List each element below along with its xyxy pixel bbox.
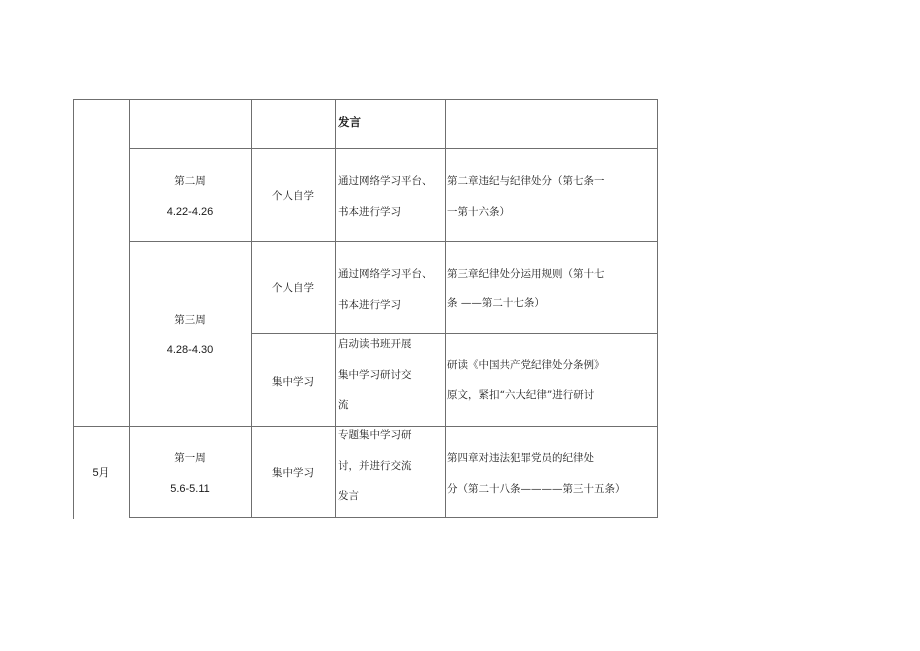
method-line: 通过网络学习平台、 bbox=[338, 175, 433, 187]
week-dates: 4.28-4.30 bbox=[166, 344, 214, 356]
method-line: 书本进行学习 bbox=[338, 206, 401, 218]
method-line: 启动读书班开展 bbox=[338, 338, 412, 350]
rule-col3 bbox=[335, 99, 336, 518]
study-mode: 集中学习 bbox=[272, 467, 314, 479]
study-mode: 个人自学 bbox=[272, 190, 314, 202]
method-line: 书本进行学习 bbox=[338, 299, 401, 311]
rule-col1 bbox=[129, 99, 130, 518]
content-line: 分（第二十八条————第三十五条） bbox=[447, 483, 626, 495]
week-name: 第二周 bbox=[174, 175, 206, 187]
month-label: 5月 bbox=[92, 467, 110, 479]
rule-col4 bbox=[445, 99, 446, 518]
method-line: 讨，并进行交流 bbox=[338, 460, 412, 472]
rule-bottom bbox=[129, 517, 658, 518]
study-mode: 集中学习 bbox=[272, 376, 314, 388]
content-line: 第四章对违法犯罪党员的纪律处 bbox=[447, 452, 594, 464]
rule-col0 bbox=[73, 99, 74, 519]
method-cell: 发言 bbox=[338, 115, 361, 129]
rule-row1 bbox=[129, 148, 658, 149]
week-name: 第三周 bbox=[174, 314, 206, 326]
content-line: 第三章纪律处分运用规则（第十七 bbox=[447, 268, 605, 280]
rule-row2 bbox=[129, 241, 658, 242]
method-line: 发言 bbox=[338, 490, 359, 502]
method-line: 专题集中学习研 bbox=[338, 429, 412, 441]
content-line: 条 ——第二十七条） bbox=[447, 297, 545, 309]
content-line: 研读《中国共产党纪律处分条例》 bbox=[447, 359, 605, 371]
rule-row4 bbox=[73, 426, 658, 427]
rule-col2 bbox=[251, 99, 252, 518]
content-line: 第二章违纪与纪律处分（第七条一 bbox=[447, 175, 605, 187]
content-line: 原文，紧扣“六大纪律”进行研讨 bbox=[447, 389, 595, 401]
method-line: 集中学习研讨交 bbox=[338, 369, 412, 381]
content-line: 一第十六条） bbox=[447, 206, 510, 218]
method-line: 通过网络学习平台、 bbox=[338, 268, 433, 280]
rule-row3-mid bbox=[251, 333, 658, 334]
rule-top bbox=[73, 99, 658, 100]
study-mode: 个人自学 bbox=[272, 282, 314, 294]
week-dates: 5.6-5.11 bbox=[170, 483, 210, 495]
method-line: 流 bbox=[338, 399, 349, 411]
week-name: 第一周 bbox=[174, 452, 206, 464]
week-dates: 4.22-4.26 bbox=[166, 206, 214, 218]
rule-col5 bbox=[657, 99, 658, 518]
